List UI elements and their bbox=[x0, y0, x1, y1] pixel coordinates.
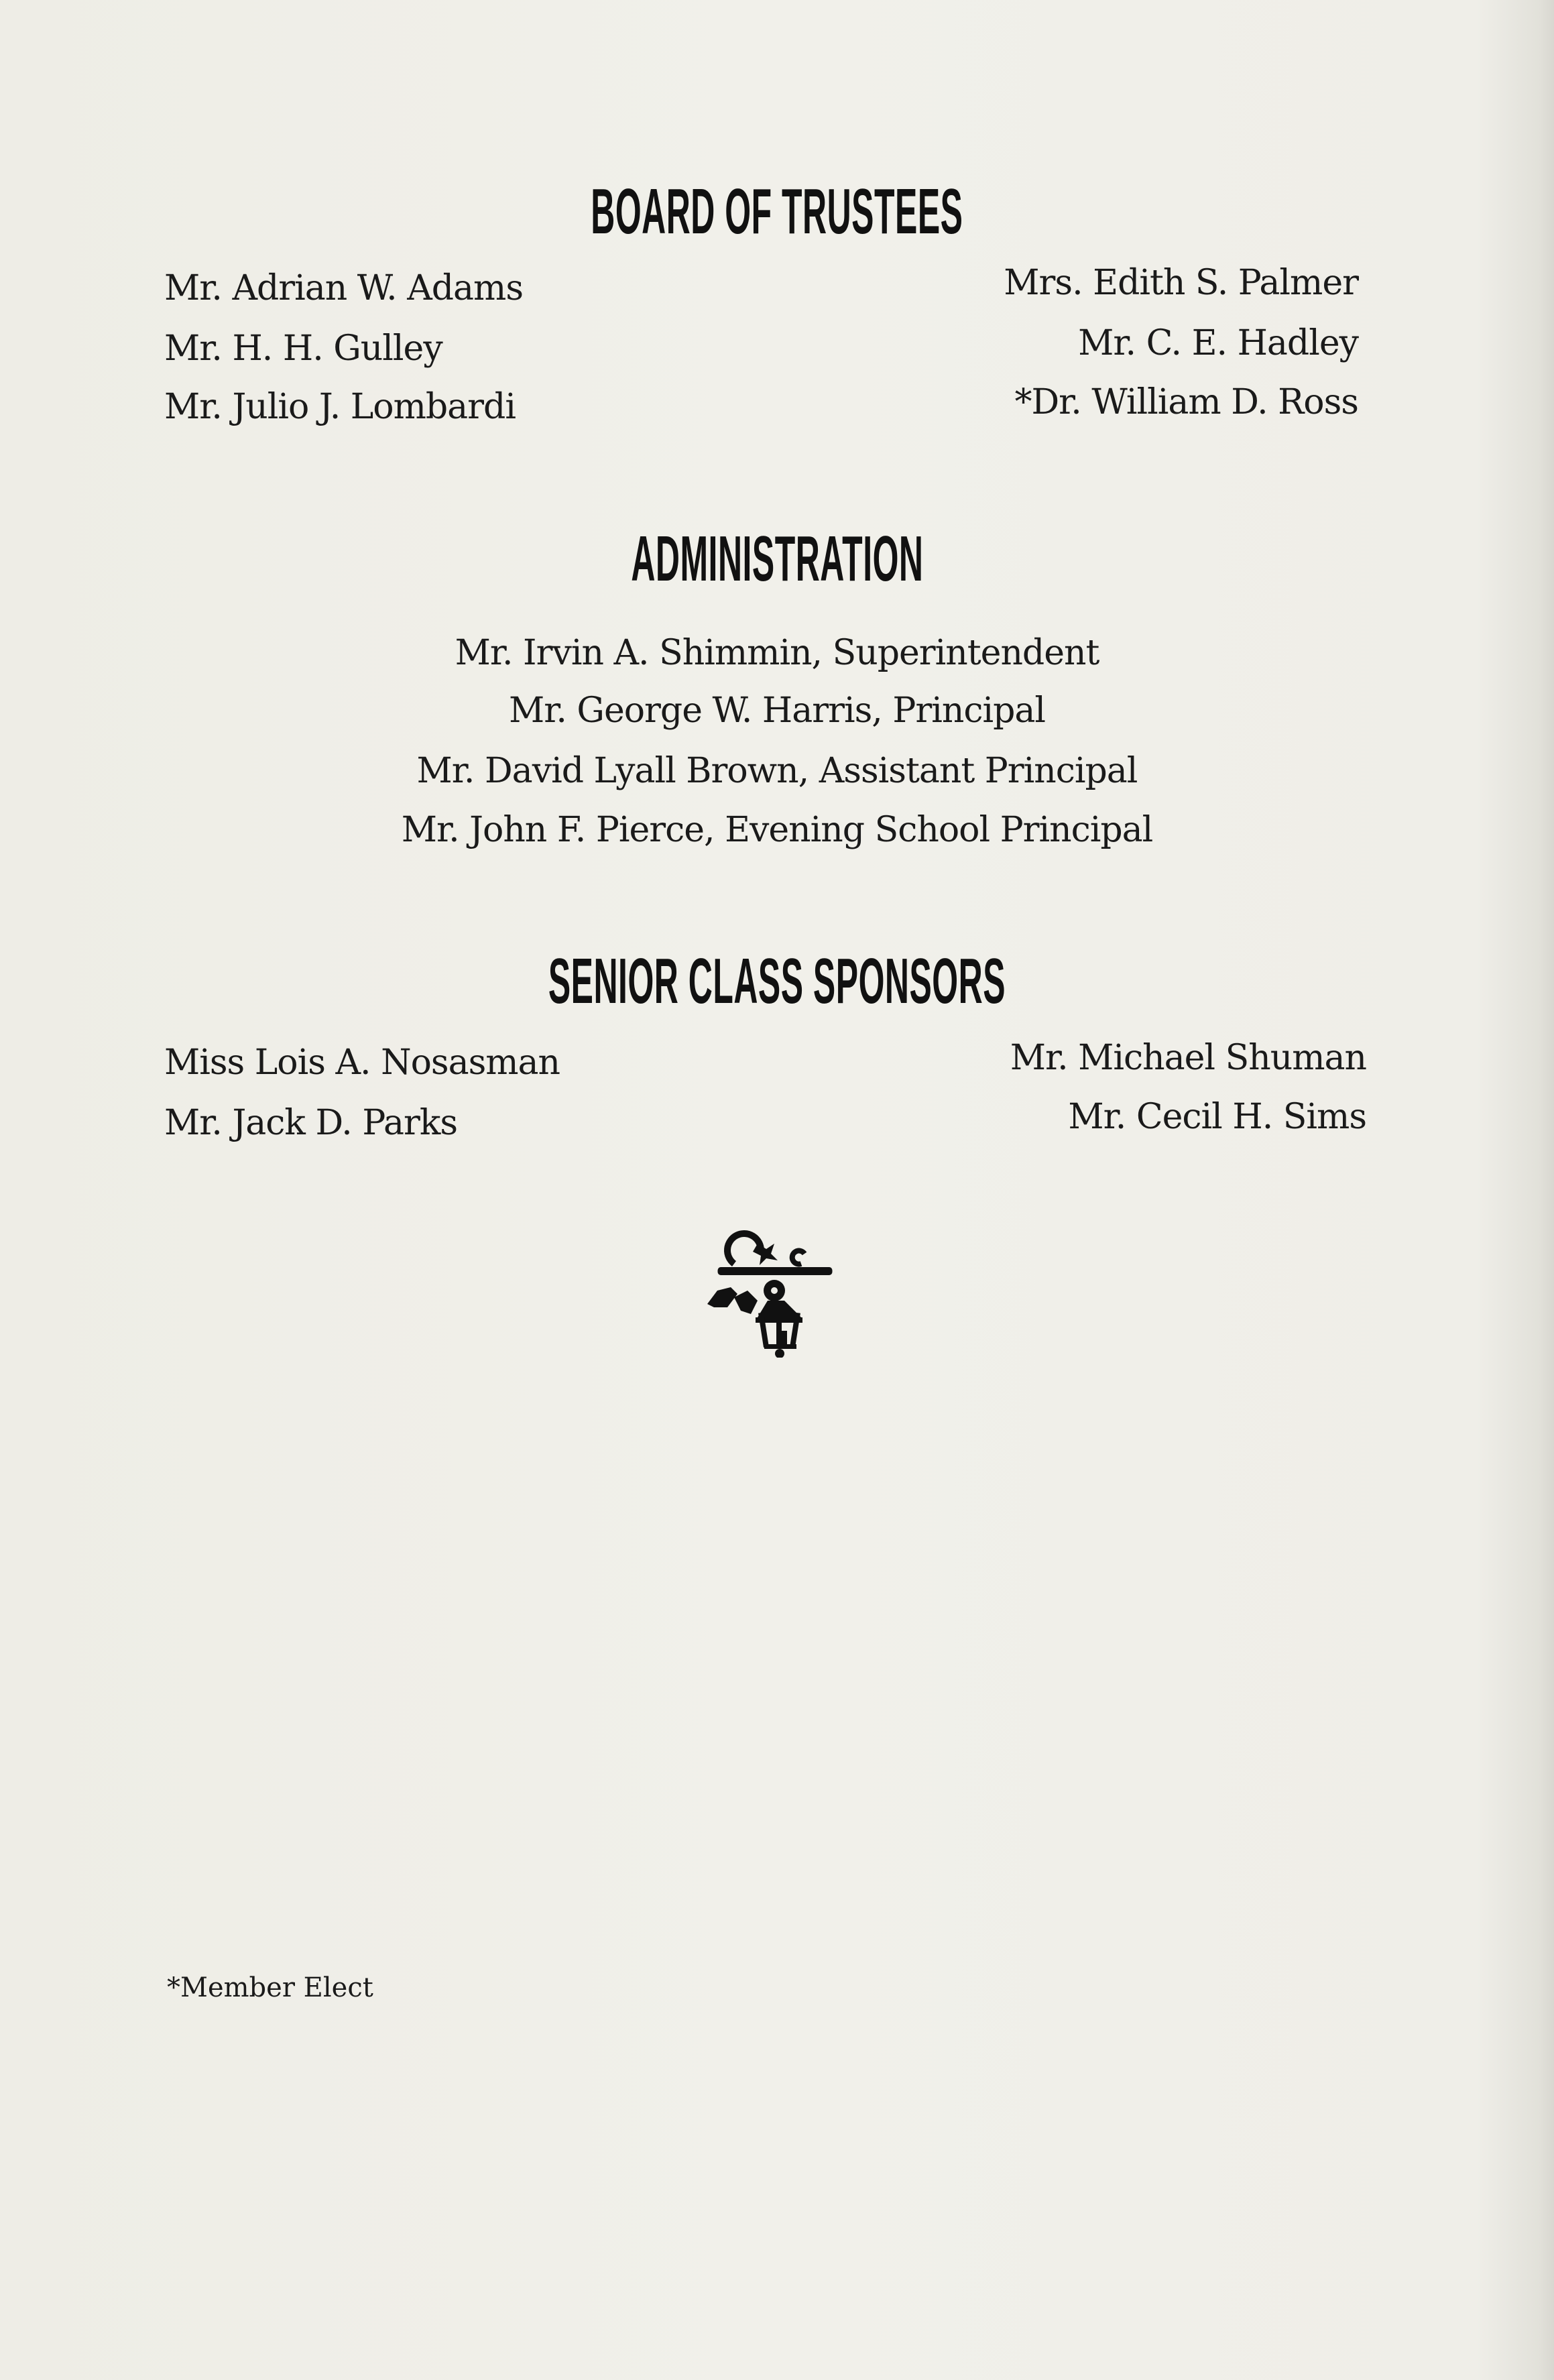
sponsor-name: Mr. Cecil H. Sims bbox=[1068, 1097, 1366, 1137]
administrator: Mr. John F. Pierce, Evening School Principal bbox=[401, 810, 1153, 850]
lantern-icon bbox=[694, 1224, 835, 1358]
trustee-name: Mr. Julio J. Lombardi bbox=[164, 387, 516, 427]
trustee-name: Mrs. Edith S. Palmer bbox=[1004, 263, 1358, 303]
administrator: Mr. Irvin A. Shimmin, Superintendent bbox=[455, 633, 1099, 673]
trustee-name: Mr. Adrian W. Adams bbox=[164, 268, 524, 308]
administrator: Mr. David Lyall Brown, Assistant Principal bbox=[416, 751, 1138, 791]
administration-heading: ADMINISTRATION bbox=[630, 523, 924, 595]
administrator: Mr. George W. Harris, Principal bbox=[508, 691, 1045, 731]
sponsor-name: Mr. Jack D. Parks bbox=[164, 1103, 458, 1143]
trustee-name: Mr. C. E. Hadley bbox=[1078, 323, 1358, 363]
sponsor-name: Mr. Michael Shuman bbox=[1010, 1038, 1366, 1078]
sponsor-name: Miss Lois A. Nosasman bbox=[164, 1043, 560, 1083]
senior-class-sponsors-heading: SENIOR CLASS SPONSORS bbox=[548, 945, 1006, 1017]
footnote: *Member Elect bbox=[167, 1972, 373, 2003]
board-of-trustees-heading: BOARD OF TRUSTEES bbox=[591, 176, 963, 247]
trustee-name: *Dr. William D. Ross bbox=[1014, 382, 1358, 422]
trustee-name: Mr. H. H. Gulley bbox=[164, 329, 442, 369]
